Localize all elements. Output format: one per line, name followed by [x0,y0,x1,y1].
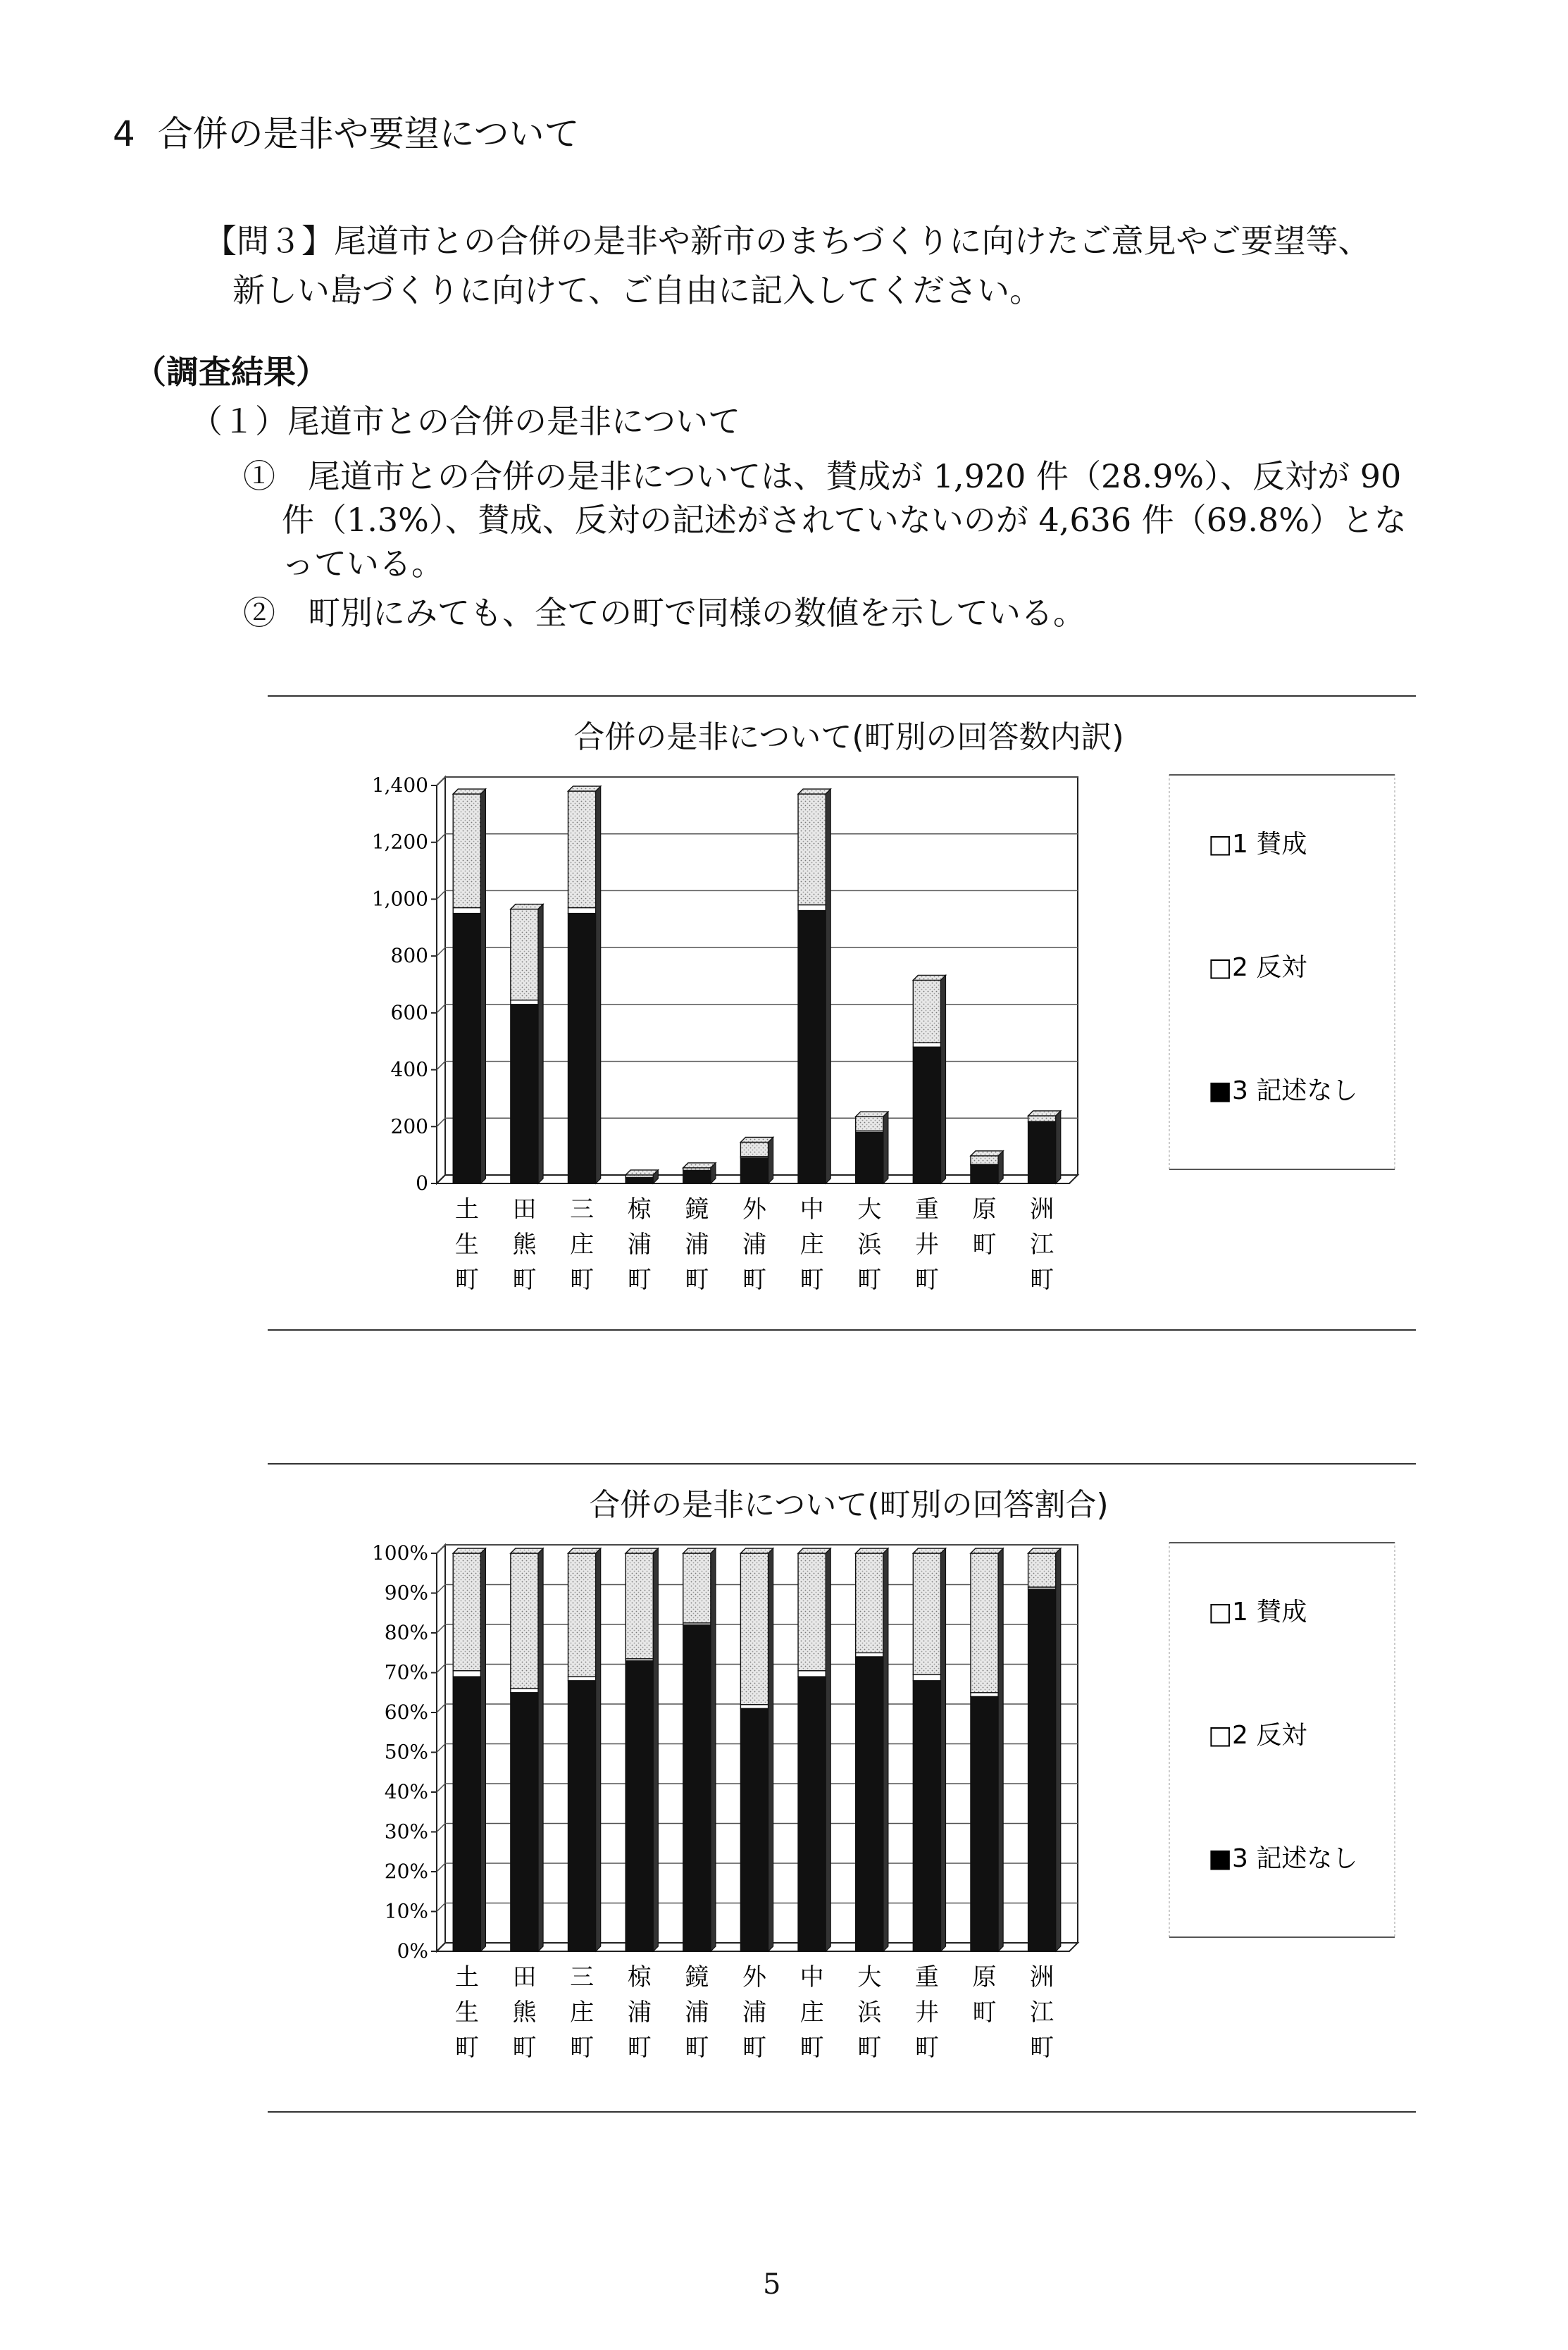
c0-category-label: 浦 [685,1231,709,1259]
c0-bar-top [1028,1111,1061,1116]
c1-bar-segment [740,1705,768,1709]
c0-bar-segment [511,1005,538,1183]
c1-tick-label: 0% [397,1939,428,1963]
c0-tick-label: 600 [390,1000,428,1024]
c0-bar-segment [453,908,480,914]
c0-bar-segment [913,1043,940,1047]
c1-category-label: 庄 [799,1998,824,2027]
c0-category-label: 浦 [742,1231,766,1259]
c0-bar-segment [856,1132,883,1183]
c1-category-label: 浦 [742,1998,766,2027]
c1-bar-segment [568,1553,595,1677]
c0-category-label: 重 [914,1195,939,1224]
c0-bar-segment [683,1171,711,1183]
c0-bar-segment [453,914,480,1183]
c0-category-label: 町 [1030,1266,1054,1294]
c0-bar-side [1056,1111,1061,1183]
c0-bar-side [883,1112,888,1183]
c0-category-label: 熊 [512,1231,537,1259]
c1-bar-segment [740,1708,768,1951]
c1-bar-side [769,1548,773,1951]
c1-category-label: 町 [1030,2034,1054,2062]
c1-bar-top [740,1548,773,1553]
c1-bar-top [683,1548,716,1553]
results-subheading: （１）尾道市との合併の是非について [190,402,741,440]
c0-bar-top [683,1163,716,1168]
section-number: 4 [113,113,135,154]
c0-tick-label: 800 [390,944,428,968]
c0-bar-top [511,904,543,909]
c1-bar-side [883,1548,888,1951]
c0-tick-label: 0 [416,1171,428,1195]
section-heading [113,106,580,156]
c1-tick-label: 10% [384,1899,428,1923]
c0-bar-top [913,975,945,980]
c0-bar-top [626,1170,658,1175]
c0-category-label: 外 [742,1195,766,1224]
result-item-2: ② 町別にみても、全ての町で同様の数値を示している。 [243,594,1085,632]
c1-bar-segment [971,1693,998,1697]
c0-bar-segment [568,908,595,914]
c1-category-label: 町 [972,1998,997,2027]
c0-bar-segment [740,1158,768,1183]
c0-category-label: 中 [799,1195,824,1224]
c0-bar-top [971,1151,1003,1156]
c0-bar-side [826,789,830,1183]
c1-bar-segment [683,1625,711,1951]
c1-bar-side [711,1548,716,1951]
c0-category-label: 鏡 [685,1195,709,1224]
c1-bar-side [1056,1548,1061,1951]
c1-category-label: 町 [685,2034,709,2062]
c1-tick-label: 70% [384,1660,428,1684]
c1-bar-side [941,1548,946,1951]
c0-bar-segment [798,794,826,904]
c0-bar-side [596,786,601,1183]
c0-category-label: 浜 [857,1231,882,1259]
c0-category-label: 庄 [799,1231,824,1259]
c0-bar-segment [1028,1122,1056,1183]
c1-category-label: 三 [570,1963,595,1991]
c0-bar-segment [798,905,826,911]
c0-bar-top [798,789,830,794]
c1-tick-label: 100% [371,1541,428,1565]
c0-bar-segment [913,1047,940,1183]
c0-bar-top [453,789,485,794]
c1-tick-label: 30% [384,1820,428,1844]
c1-category-label: 浦 [685,1998,709,2027]
c0-category-label: 町 [914,1266,939,1294]
c0-legend-item: □2 反対 [1208,953,1307,982]
chart-counts-title: 合併の是非について(町別の回答数内訳) [573,719,1124,755]
c1-bar-side [480,1548,485,1951]
c1-bar-segment [511,1553,538,1689]
c0-bar-segment [856,1117,883,1131]
c1-bar-side [653,1548,658,1951]
c1-category-label: 町 [799,2034,824,2062]
c0-category-label: 町 [972,1231,997,1259]
c0-bar-segment [511,1000,538,1005]
c1-legend-item: ■3 記述なし [1208,1844,1358,1873]
c0-bar-top [740,1137,773,1142]
c0-bar-side [998,1151,1003,1183]
c1-bar-segment [913,1681,940,1951]
c1-tick-label: 90% [384,1581,428,1605]
c1-bar-top [1028,1548,1061,1553]
c0-category-label: 土 [454,1195,479,1224]
c1-category-label: 土 [454,1963,479,1991]
c1-bar-side [998,1548,1003,1951]
c1-bar-top [626,1548,658,1553]
c1-category-label: 浜 [857,1998,882,2027]
section-title: 合併の是非や要望について [157,113,580,154]
c0-category-label: 浦 [627,1231,652,1259]
c1-bar-segment [626,1661,653,1951]
c0-bar-segment [913,980,940,1043]
c0-category-label: 大 [857,1195,882,1224]
c1-bar-segment [568,1677,595,1681]
c0-bar-segment [568,791,595,907]
c1-category-label: 江 [1030,1998,1054,2027]
chart-ratio-plot [268,1458,1430,2120]
c0-tick-label: 1,200 [371,830,428,854]
c1-category-label: 町 [914,2034,939,2062]
c1-bar-segment [683,1553,711,1623]
c1-bar-segment [740,1553,768,1705]
result-item-1-line-2: 件（1.3%）、賛成、反対の記述がされていないのが 4,636 件（69.8%）とな [282,501,1407,539]
c1-category-label: 重 [914,1963,939,1991]
c1-bar-segment [1028,1553,1056,1587]
c1-bar-segment [856,1657,883,1951]
chart-ratio-title: 合併の是非について(町別の回答割合) [589,1487,1109,1523]
c0-bar-top [568,786,600,791]
c1-bar-top [453,1548,485,1553]
c1-category-label: 庄 [570,1998,595,2027]
c0-category-label: 町 [799,1266,824,1294]
c1-bar-segment [568,1681,595,1951]
c1-bar-segment [798,1677,826,1951]
c0-category-label: 町 [685,1266,709,1294]
c1-tick-label: 60% [384,1701,428,1724]
c0-bar-segment [511,909,538,1000]
c1-category-label: 洲 [1030,1963,1054,1991]
c0-category-label: 江 [1030,1231,1054,1259]
c1-bar-side [596,1548,601,1951]
c1-bar-segment [453,1671,480,1677]
c1-category-label: 田 [512,1963,537,1991]
c0-bar-side [769,1137,773,1183]
c1-bar-segment [913,1553,940,1674]
c0-bar-side [538,904,543,1183]
c0-bar-segment [971,1165,998,1183]
c1-category-label: 町 [857,2034,882,2062]
c1-legend-item: □2 反対 [1208,1721,1307,1750]
c1-bar-top [568,1548,600,1553]
results-heading: （調査結果） [134,353,328,391]
c1-legend-item: □1 賛成 [1208,1598,1307,1627]
c0-category-label: 町 [742,1266,766,1294]
c0-category-label: 洲 [1030,1195,1054,1224]
c0-category-label: 生 [454,1231,479,1259]
c0-category-label: 三 [570,1195,595,1224]
c1-bar-segment [1028,1589,1056,1951]
c1-category-label: 浦 [627,1998,652,2027]
c1-category-label: 大 [857,1963,882,1991]
c1-bar-segment [971,1553,998,1693]
c1-category-label: 外 [742,1963,766,1991]
c0-bar-segment [740,1142,768,1156]
c0-category-label: 町 [627,1266,652,1294]
c0-tick-label: 1,400 [371,773,428,797]
chart-counts-plot [268,690,1430,1338]
c1-bar-segment [511,1693,538,1951]
c0-bar-side [941,975,946,1183]
c0-bar-segment [798,911,826,1183]
c0-bar-side [480,789,485,1183]
c1-category-label: 熊 [512,1998,537,2027]
c1-bar-segment [971,1696,998,1951]
c1-bar-top [971,1548,1003,1553]
c0-category-label: 町 [454,1266,479,1294]
c1-bar-top [798,1548,830,1553]
c0-category-label: 庄 [570,1231,595,1259]
question-line-2: 新しい島づくりに向けて、ご自由に記入してください。 [232,271,1043,309]
c1-bar-top [511,1548,543,1553]
c0-category-label: 町 [857,1266,882,1294]
c1-bar-segment [856,1653,883,1657]
c1-bar-side [538,1548,543,1951]
c0-bar-segment [453,794,480,907]
c1-tick-label: 80% [384,1621,428,1644]
c1-category-label: 町 [512,2034,537,2062]
c1-category-label: 町 [742,2034,766,2062]
c1-tick-label: 40% [384,1780,428,1803]
c1-bar-segment [453,1677,480,1951]
c1-category-label: 町 [454,2034,479,2062]
chart-counts [268,690,1430,1338]
c1-bar-top [856,1548,888,1553]
c0-bar-top [856,1112,888,1117]
chart-ratio [268,1458,1430,2120]
c1-category-label: 中 [799,1963,824,1991]
c1-category-label: 町 [627,2034,652,2062]
page-number: 5 [763,2268,781,2301]
c1-category-label: 町 [570,2034,595,2062]
c1-bar-segment [453,1553,480,1671]
c1-bar-segment [798,1671,826,1677]
c0-legend-item: ■3 記述なし [1208,1076,1358,1105]
c1-tick-label: 20% [384,1860,428,1883]
c0-bar-segment [568,914,595,1183]
c1-bar-side [826,1548,830,1951]
result-item-1-line-1: ① 尾道市との合併の是非については、賛成が 1,920 件（28.9%）、反対が 90 [243,457,1402,495]
c1-tick-label: 50% [384,1740,428,1764]
c1-bar-segment [913,1674,940,1680]
c1-category-label: 生 [454,1998,479,2027]
c1-bar-top [913,1548,945,1553]
c0-legend-item: □1 賛成 [1208,830,1307,859]
c0-bar-segment [1028,1116,1056,1121]
c0-category-label: 町 [570,1266,595,1294]
c1-bar-segment [511,1689,538,1693]
question-line-1: 【問３】尾道市との合併の是非や新市のまちづくりに向けたご意見やご要望等、 [204,222,1371,260]
c0-category-label: 町 [512,1266,537,1294]
c0-tick-label: 400 [390,1057,428,1081]
c0-category-label: 椋 [627,1195,652,1224]
c1-bar-segment [626,1553,653,1659]
c0-tick-label: 200 [390,1114,428,1138]
c0-tick-label: 1,000 [371,887,428,911]
c1-bar-segment [856,1553,883,1653]
c0-category-label: 原 [972,1195,997,1224]
c1-category-label: 井 [914,1998,939,2027]
c0-bar-segment [626,1178,653,1183]
c0-bar-segment [971,1156,998,1164]
c0-category-label: 井 [914,1231,939,1259]
c1-bar-segment [798,1553,826,1671]
c1-category-label: 原 [972,1963,997,1991]
result-item-1-line-3: っている。 [282,545,444,583]
c1-category-label: 椋 [627,1963,652,1991]
c0-category-label: 田 [512,1195,537,1224]
c1-category-label: 鏡 [685,1963,709,1991]
